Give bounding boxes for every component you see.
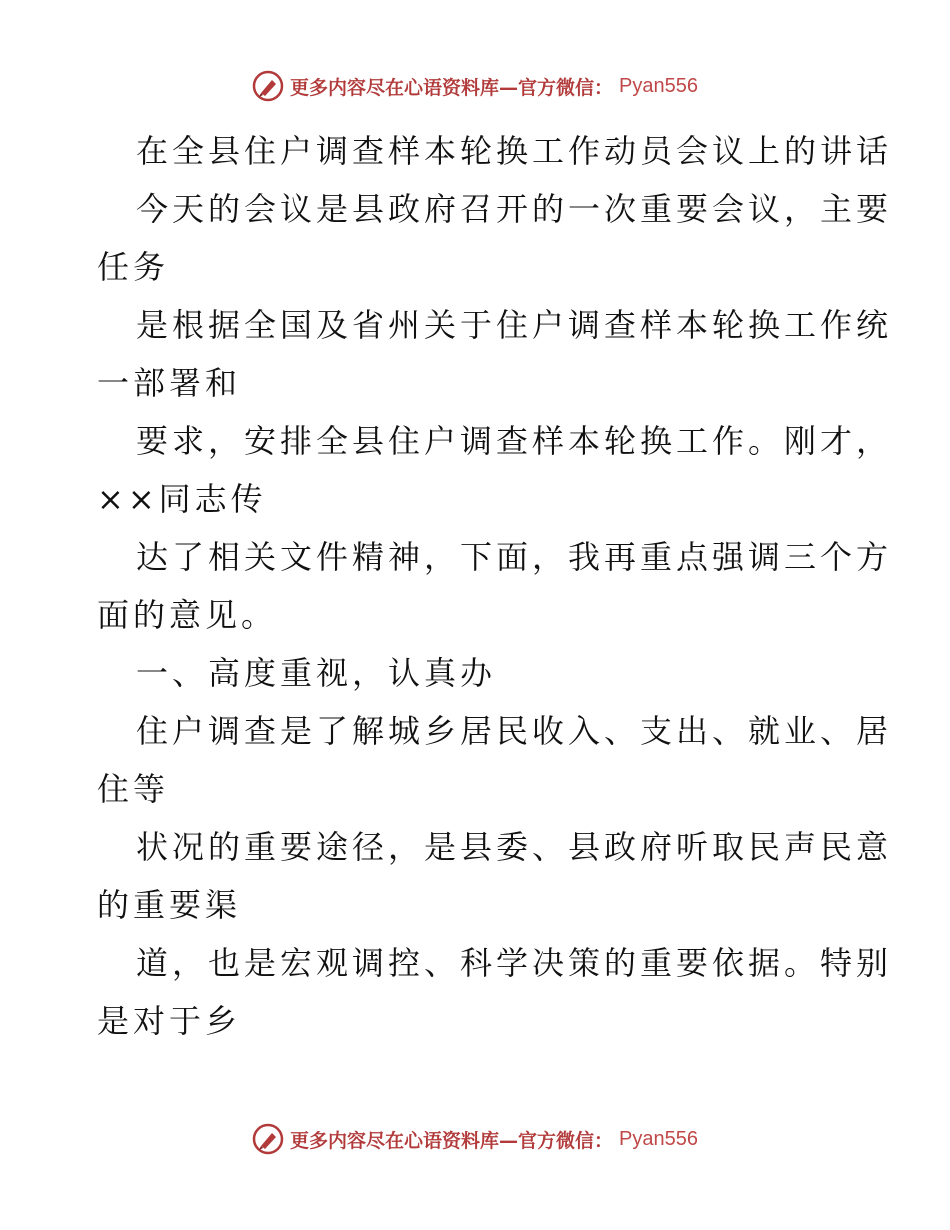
doc-line: 今天的会议是县政府召开的一次重要会议，主要 xyxy=(136,190,893,228)
watermark-text: 更多内容尽在心语资料库—官方微信： xyxy=(290,76,614,99)
watermark-wechat-id: Pyan556 xyxy=(619,74,698,97)
doc-line: 道，也是宏观调控、科学决策的重要依据。特别 xyxy=(136,944,893,982)
header-watermark xyxy=(0,70,950,102)
doc-line: 在全县住户调查样本轮换工作动员会议上的讲话 xyxy=(136,132,893,170)
document-body xyxy=(97,122,893,1050)
watermark-text: 更多内容尽在心语资料库—官方微信： xyxy=(290,1129,614,1152)
doc-line: 一部署和 xyxy=(97,364,242,402)
doc-line: 的重要渠 xyxy=(97,886,242,924)
doc-line: 住等 xyxy=(97,770,170,808)
section-heading: 一、高度重视，认真办 xyxy=(136,654,497,692)
doc-line: 任务 xyxy=(97,248,170,286)
doc-line: 是根据全国及省州关于住户调查样本轮换工作统 xyxy=(136,306,893,344)
doc-line: 要求，安排全县住户调查样本轮换工作。刚才， xyxy=(136,422,893,460)
doc-line: ××同志传 xyxy=(97,480,267,518)
footer-watermark xyxy=(0,1123,950,1155)
doc-line: 是对于乡 xyxy=(97,1002,242,1040)
doc-line: 状况的重要途径，是县委、县政府听取民声民意 xyxy=(136,828,893,866)
doc-line: 住户调查是了解城乡居民收入、支出、就业、居 xyxy=(136,712,893,750)
pen-logo-icon xyxy=(252,70,284,102)
watermark-wechat-id: Pyan556 xyxy=(619,1127,698,1150)
pen-logo-icon xyxy=(252,1123,284,1155)
doc-line: 面的意见。 xyxy=(97,596,278,634)
doc-line: 达了相关文件精神，下面，我再重点强调三个方 xyxy=(136,538,893,576)
